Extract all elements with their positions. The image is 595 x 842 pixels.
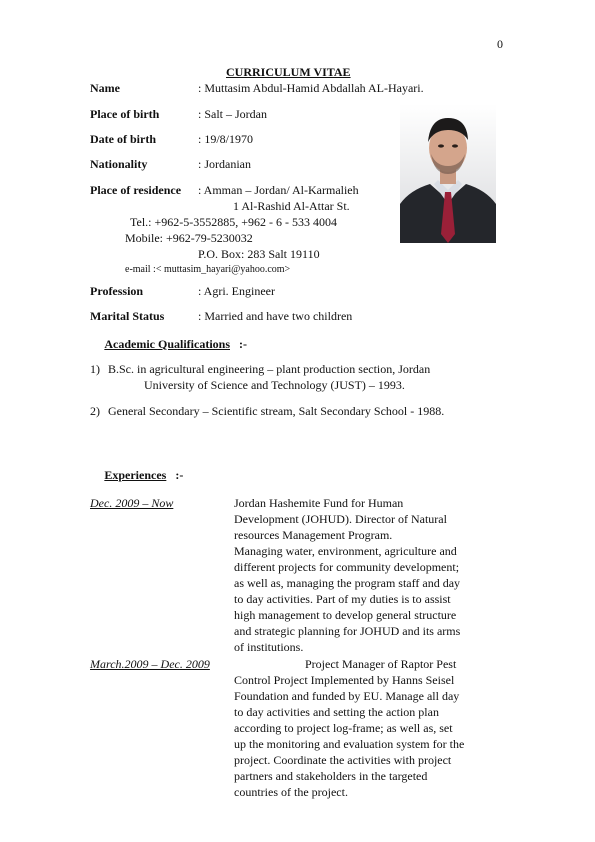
- name-value: : Muttasim Abdul-Hamid Abdallah AL-Hayari.: [198, 81, 424, 95]
- profession-value: : Agri. Engineer: [198, 284, 275, 298]
- residence-value: : Amman – Jordan/ Al-Karmalieh: [198, 183, 359, 197]
- po-box: P.O. Box: 283 Salt 19110: [198, 247, 320, 261]
- academic-item-number: 1): [90, 362, 100, 376]
- experience-line: Foundation and funded by EU. Manage all day: [234, 689, 460, 703]
- profession-label: Profession: [90, 284, 144, 298]
- experience-line: and strategic planning for JOHUD and its arms: [234, 624, 461, 638]
- experience-date: Dec. 2009 – Now: [90, 496, 174, 510]
- marital-status-label: Marital Status: [90, 309, 165, 323]
- mobile: Mobile: +962-79-5230032: [125, 231, 253, 245]
- experience-line: high management to develop general structure: [234, 608, 457, 622]
- experiences-heading-text: Experiences: [92, 468, 154, 482]
- experience-line: Managing water, environment, agriculture and: [234, 544, 457, 558]
- academic-item-line: General Secondary – Scientific stream, Salt Secondary School - 1988.: [108, 404, 445, 418]
- telephone: Tel.: +962-5-3552885, +962 - 6 - 533 4004: [130, 215, 338, 229]
- marital-status-value: : Married and have two children: [198, 309, 353, 323]
- experience-line: of institutions.: [234, 640, 304, 654]
- name-label: Name: [90, 81, 120, 95]
- academic-heading-text: Academic Qualifications: [92, 337, 218, 351]
- academic-section-heading: [90, 336, 247, 352]
- experience-line: different projects for community development;: [234, 560, 460, 574]
- experience-line: Development (JOHUD). Director of Natural: [234, 512, 447, 526]
- experience-line: up the monitoring and evaluation system for the: [234, 737, 465, 751]
- bullet-arrow-icon: [90, 337, 99, 351]
- experience-line: Control Project Implemented by Hanns Seisel: [234, 673, 455, 687]
- experience-line: project. Coordinate the activities with project: [234, 753, 452, 767]
- experience-line: countries of the project.: [234, 785, 348, 799]
- date-of-birth-value: : 19/8/1970: [198, 132, 254, 146]
- nationality-value: : Jordanian: [198, 157, 251, 171]
- email: e-mail :< muttasim_hayari@yahoo.com>: [125, 264, 291, 275]
- experience-line: Project Manager of Raptor Pest: [305, 657, 457, 671]
- document-title: CURRICULUM VITAE: [226, 65, 351, 79]
- residence-label: Place of residence: [90, 183, 182, 197]
- academic-heading-suffix: :-: [226, 337, 235, 351]
- bullet-arrow-icon: [90, 468, 99, 482]
- date-of-birth-label: Date of birth: [90, 132, 156, 146]
- address-line: 1 Al-Rashid Al-Attar St.: [233, 199, 350, 213]
- academic-item-line: B.Sc. in agricultural engineering – plant production section, Jordan: [108, 362, 431, 376]
- experiences-heading-suffix: :-: [163, 468, 171, 482]
- experience-line: according to project log-frame; as well as, set: [234, 721, 453, 735]
- experience-line: Jordan Hashemite Fund for Human: [234, 496, 404, 510]
- place-of-birth-label: Place of birth: [90, 107, 160, 121]
- experiences-section-heading: [90, 467, 183, 483]
- place-of-birth-value: : Salt – Jordan: [198, 107, 267, 121]
- experience-date: March.2009 – Dec. 2009: [90, 657, 210, 671]
- profile-photo: [400, 104, 496, 243]
- academic-item-number: 2): [90, 404, 100, 418]
- experience-line: to day activities and setting the action plan: [234, 705, 439, 719]
- page-number: 0: [497, 37, 503, 51]
- experience-line: to day activities. Part of my duties is to assist: [234, 592, 451, 606]
- experience-line: partners and stakeholders in the targeted: [234, 769, 428, 783]
- experience-line: as well as, managing the program staff and day: [234, 576, 461, 590]
- experience-line: resources Management Program.: [234, 528, 393, 542]
- academic-item-line: University of Science and Technology (JUST) – 1993.: [144, 378, 405, 392]
- nationality-label: Nationality: [90, 157, 148, 171]
